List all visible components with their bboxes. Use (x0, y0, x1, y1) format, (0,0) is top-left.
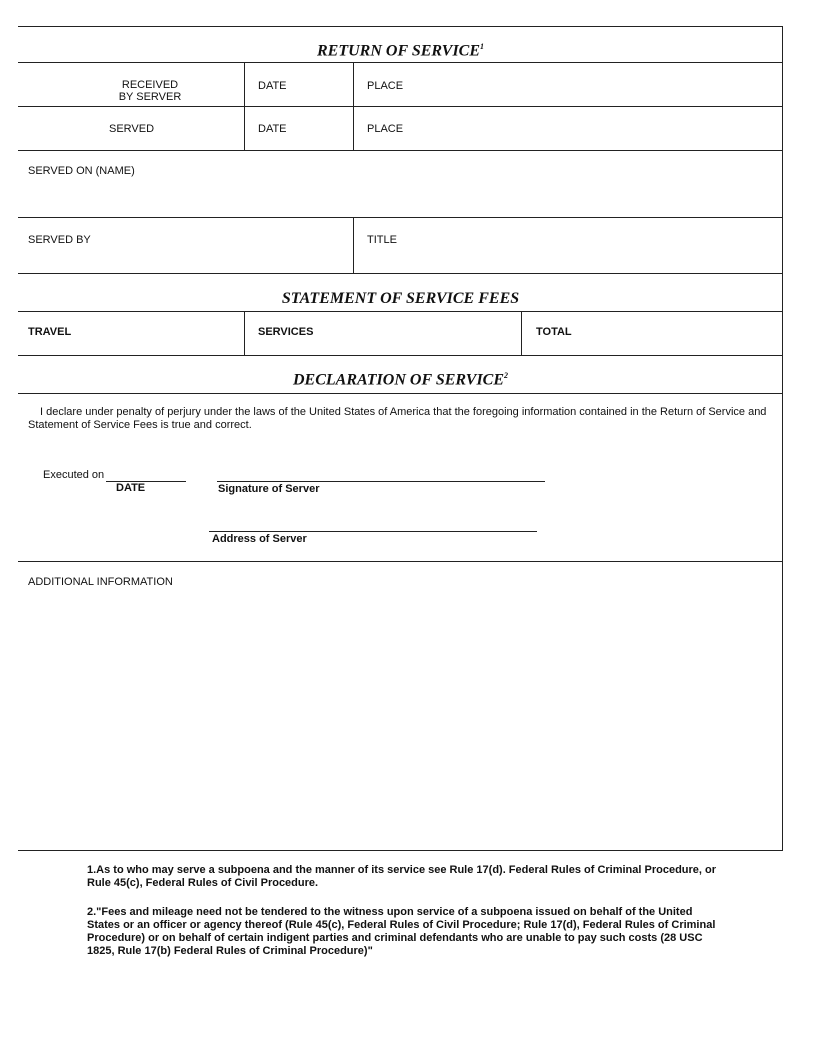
divider-served-by (353, 217, 354, 273)
title-label: TITLE (367, 234, 397, 246)
declaration-text: I declare under penalty of perjury under the laws of the United States of America that the foregoing information contained in the Return of Service and Statement of Service Fees is true and correct. (28, 406, 767, 431)
rule-fees-bottom (18, 355, 783, 356)
received-label-line2: BY SERVER (118, 91, 182, 103)
fees-title: STATEMENT OF SERVICE FEES (281, 290, 520, 307)
rule-fees-title-bottom (18, 311, 783, 312)
server-signature-line[interactable] (217, 481, 545, 482)
rule-served-bottom (18, 150, 783, 151)
divider-fees-2 (521, 311, 522, 355)
rule-form-bottom (18, 850, 783, 851)
rule-right-border (782, 26, 783, 850)
rule-served-by-bottom (18, 273, 783, 274)
divider-received-1 (244, 62, 245, 150)
rule-decl-title-bottom (18, 393, 783, 394)
services-label: SERVICES (258, 326, 314, 338)
executed-on-label: Executed on (43, 469, 105, 481)
rule-served-on-bottom (18, 217, 783, 218)
signature-caption: Signature of Server (218, 483, 320, 495)
declaration-footnote-mark: 2 (504, 371, 509, 380)
date-caption: DATE (116, 482, 146, 494)
received-date-label: DATE (258, 80, 287, 92)
served-on-label: SERVED ON (NAME) (28, 165, 135, 177)
served-by-label: SERVED BY (28, 234, 91, 246)
received-label (110, 79, 190, 103)
served-label: SERVED (109, 123, 155, 135)
served-place-label: PLACE (367, 123, 404, 135)
divider-received-2 (353, 62, 354, 150)
address-caption: Address of Server (212, 533, 307, 545)
total-label: TOTAL (536, 326, 572, 338)
rule-decl-bottom (18, 561, 783, 562)
footnote-2: 2."Fees and mileage need not be tendered to the witness upon service of a subpoena issued on behalf of the United States or an officer or agency thereof (Rule 45(c), Federal Rules of Civil Procedure; Rule 17(d), Federal Rules of Criminal Procedure) or on behalf of certain indigent parties and criminal defendants who are unable to pay such costs (28 USC 1825, Rule 17(b) Federal Rules of Criminal Procedure)" (87, 906, 716, 957)
travel-label: TRAVEL (28, 326, 72, 338)
server-address-line[interactable] (209, 531, 537, 532)
rule-received-bottom (18, 106, 783, 107)
declaration-title (18, 371, 783, 389)
divider-fees-1 (244, 311, 245, 355)
additional-info-label: ADDITIONAL INFORMATION (28, 576, 173, 588)
footnote-1: 1.As to who may serve a subpoena and the manner of its service see Rule 17(d). Federal Rules of Criminal Procedure, or Rule 45(c), Federal Rules of Civil Procedure. (87, 864, 717, 889)
return-of-service-title-text: RETURN OF SERVICE (316, 42, 481, 60)
declaration-title-text: DECLARATION OF SERVICE (292, 371, 505, 389)
return-of-service-footnote-mark: 1 (480, 42, 485, 51)
received-place-label: PLACE (367, 80, 404, 92)
return-of-service-title (18, 42, 783, 60)
rule-received-top (18, 62, 783, 63)
served-date-label: DATE (258, 123, 287, 135)
received-label-line1: RECEIVED (121, 79, 179, 91)
rule-top (18, 26, 783, 27)
